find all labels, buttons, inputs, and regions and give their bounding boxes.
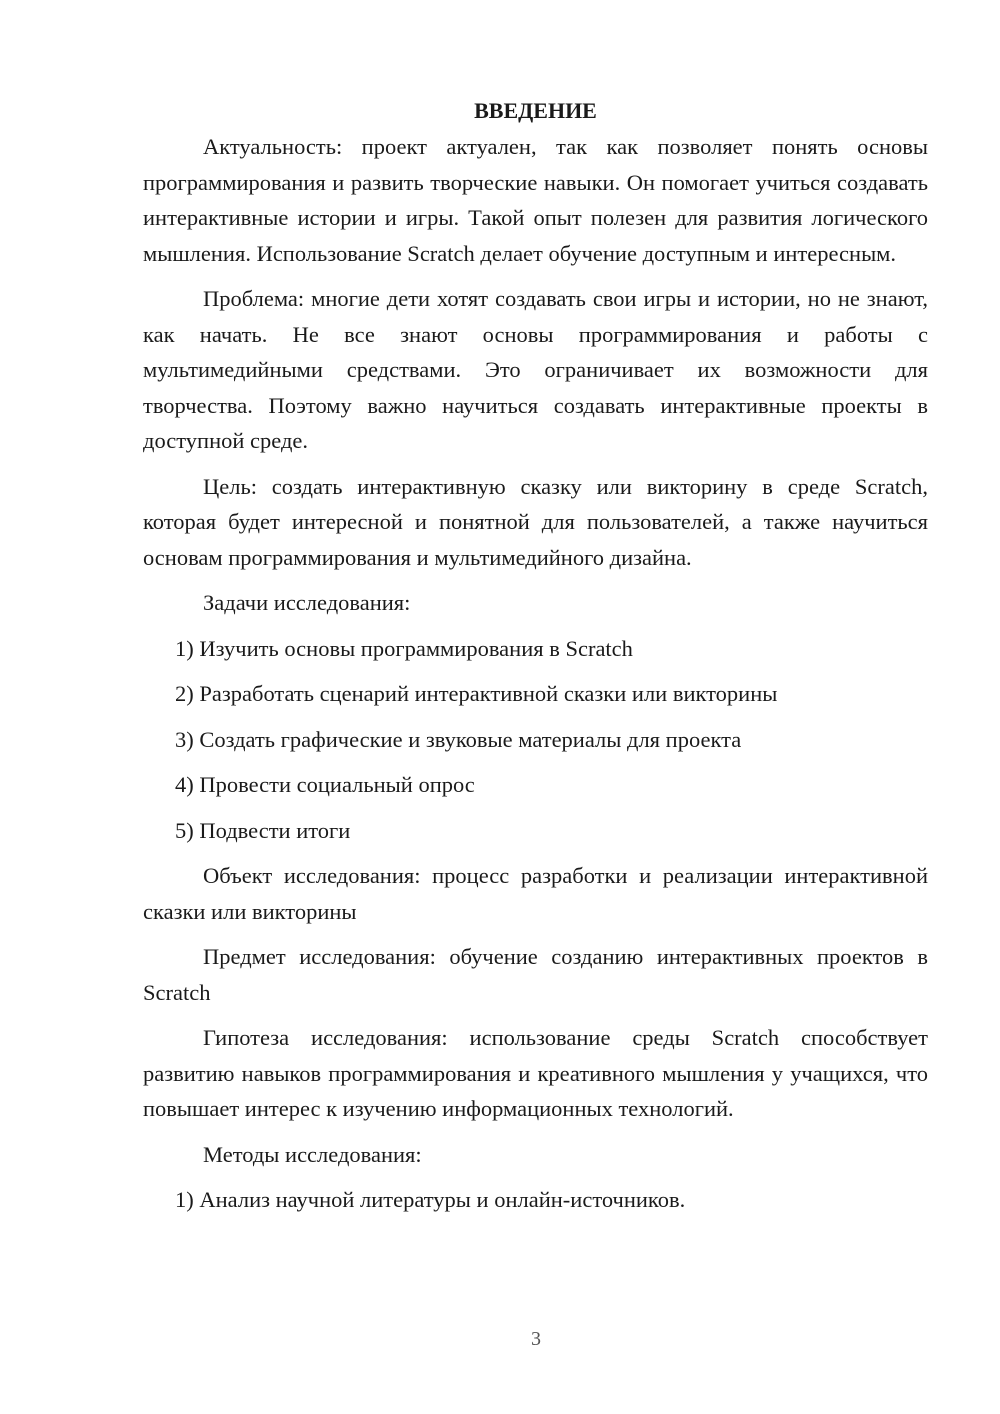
- task-item: 1) Изучить основы программирования в Scratch: [175, 635, 633, 661]
- tasks-list: [143, 631, 928, 849]
- task-item: 2) Разработать сценарий интерактивной сказки или викторины: [175, 681, 778, 706]
- hypothesis-paragraph: Гипотеза исследования: использование среды Scratch способствует развитию навыков программирования и креативного мышления у учащихся, что повышает интерес к изучению информационных технологий.: [143, 1025, 928, 1121]
- page-title: ВВЕДЕНИЕ: [474, 98, 597, 123]
- methods-heading: Методы исследования:: [203, 1141, 422, 1167]
- methods-list: [143, 1182, 928, 1218]
- page-content: [143, 93, 928, 1228]
- tasks-heading: Задачи исследования:: [203, 590, 411, 615]
- method-item: 1) Анализ научной литературы и онлайн-источников.: [175, 1187, 686, 1212]
- task-item: 5) Подвести итоги: [175, 817, 351, 843]
- problem-paragraph: Проблема: многие дети хотят создавать свои игры и истории, но не знают, как начать. Не все знают основы программирования и работы с мультимедийными средствами. Это ограничивает их возможности для творчества. Поэтому важно научиться создавать интерактивные проекты в доступной среде.: [143, 286, 928, 453]
- relevance-paragraph: Актуальность: проект актуален, так как позволяет понять основы программирования и развить творческие навыки. Он помогает учиться создавать интерактивные истории и игры. Такой опыт полезен для развития логического мышления. Использование Scratch делает обучение доступным и интересным.: [143, 134, 928, 266]
- object-paragraph: Объект исследования: процесс разработки и реализации интерактивной сказки или викторины: [143, 863, 928, 924]
- page-number: 3: [531, 1328, 541, 1350]
- task-item: 3) Создать графические и звуковые материалы для проекта: [175, 726, 742, 752]
- subject-paragraph: Предмет исследования: обучение созданию интерактивных проектов в Scratch: [143, 944, 928, 1005]
- goal-paragraph: Цель: создать интерактивную сказку или викторину в среде Scratch, которая будет интересной и понятной для пользователей, а также научиться основам программирования и мультимедийного дизайна.: [143, 473, 928, 570]
- task-item: 4) Провести социальный опрос: [175, 772, 475, 797]
